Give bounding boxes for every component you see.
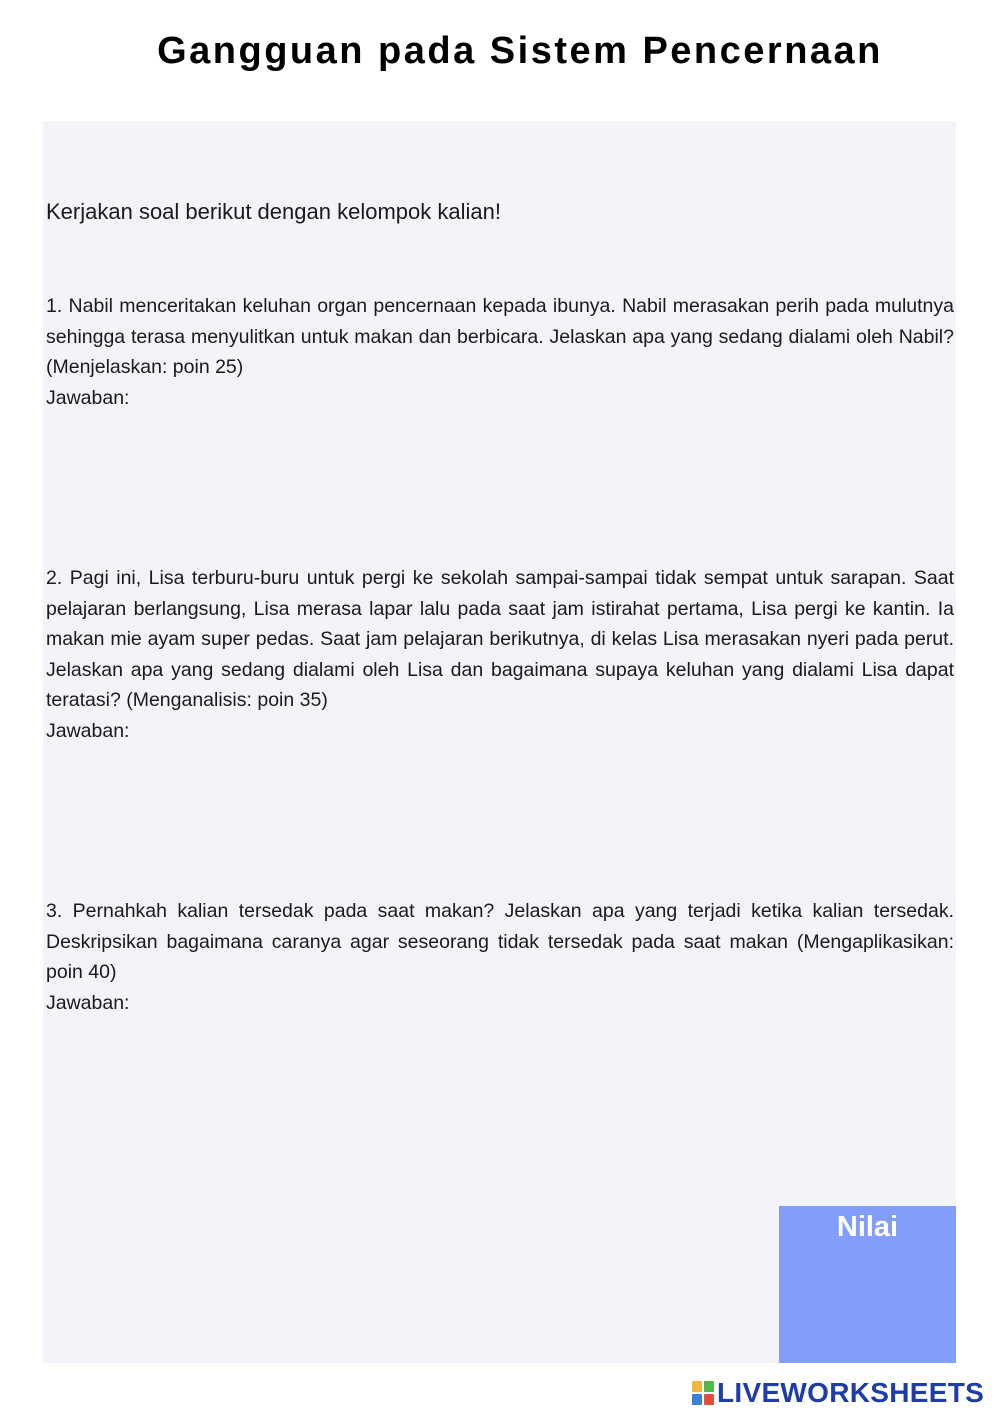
instruction-text: Kerjakan soal berikut dengan kelompok kalian!: [46, 199, 501, 224]
question-2-answer-label: Jawaban:: [46, 719, 130, 742]
brand-name: LIVEWORKSHEETS: [717, 1377, 985, 1408]
question-1-text: 1. Nabil menceritakan keluhan organ pencernaan kepada ibunya. Nabil merasakan perih pada mulutnya sehingga terasa menyulitkan untuk makan dan berbicara. Jelaskan apa yang sedang dialami oleh Nabil? (Menjelaskan: poin 25): [46, 295, 954, 378]
score-label: Nilai: [836, 1211, 899, 1243]
liveworksheets-brand: [692, 1378, 984, 1408]
question-3-answer-label: Jawaban:: [46, 991, 130, 1014]
question-3-text: 3. Pernahkah kalian tersedak pada saat makan? Jelaskan apa yang terjadi ketika kalian tersedak. Deskripsikan bagaimana caranya agar seseorang tidak tersedak pada saat makan (Mengaplikasikan: poin 40): [46, 900, 954, 983]
question-3: [46, 896, 954, 1018]
score-box: [779, 1206, 956, 1363]
question-1: [46, 291, 954, 413]
logo-square-2: [704, 1381, 714, 1392]
logo-square-1: [692, 1381, 702, 1392]
logo-square-3: [692, 1394, 702, 1405]
question-2-text: 2. Pagi ini, Lisa terburu-buru untuk pergi ke sekolah sampai-sampai tidak sempat untuk sarapan. Saat pelajaran berlangsung, Lisa merasa lapar lalu pada saat jam istirahat pertama, Lisa pergi ke kantin. Ia makan mie ayam super pedas. Saat jam pelajaran berikutnya, di kelas Lisa merasakan nyeri pada perut. Jelaskan apa yang sedang dialami oleh Lisa dan bagaimana supaya keluhan yang dialami Lisa dapat teratasi? (Menganalisis: poin 35): [46, 567, 954, 711]
logo-square-4: [704, 1394, 714, 1405]
liveworksheets-logo-icon: [692, 1381, 714, 1405]
worksheet-title: Gangguan pada Sistem Pencernaan: [157, 30, 883, 72]
question-1-answer-label: Jawaban:: [46, 386, 130, 409]
question-2: [46, 563, 954, 746]
